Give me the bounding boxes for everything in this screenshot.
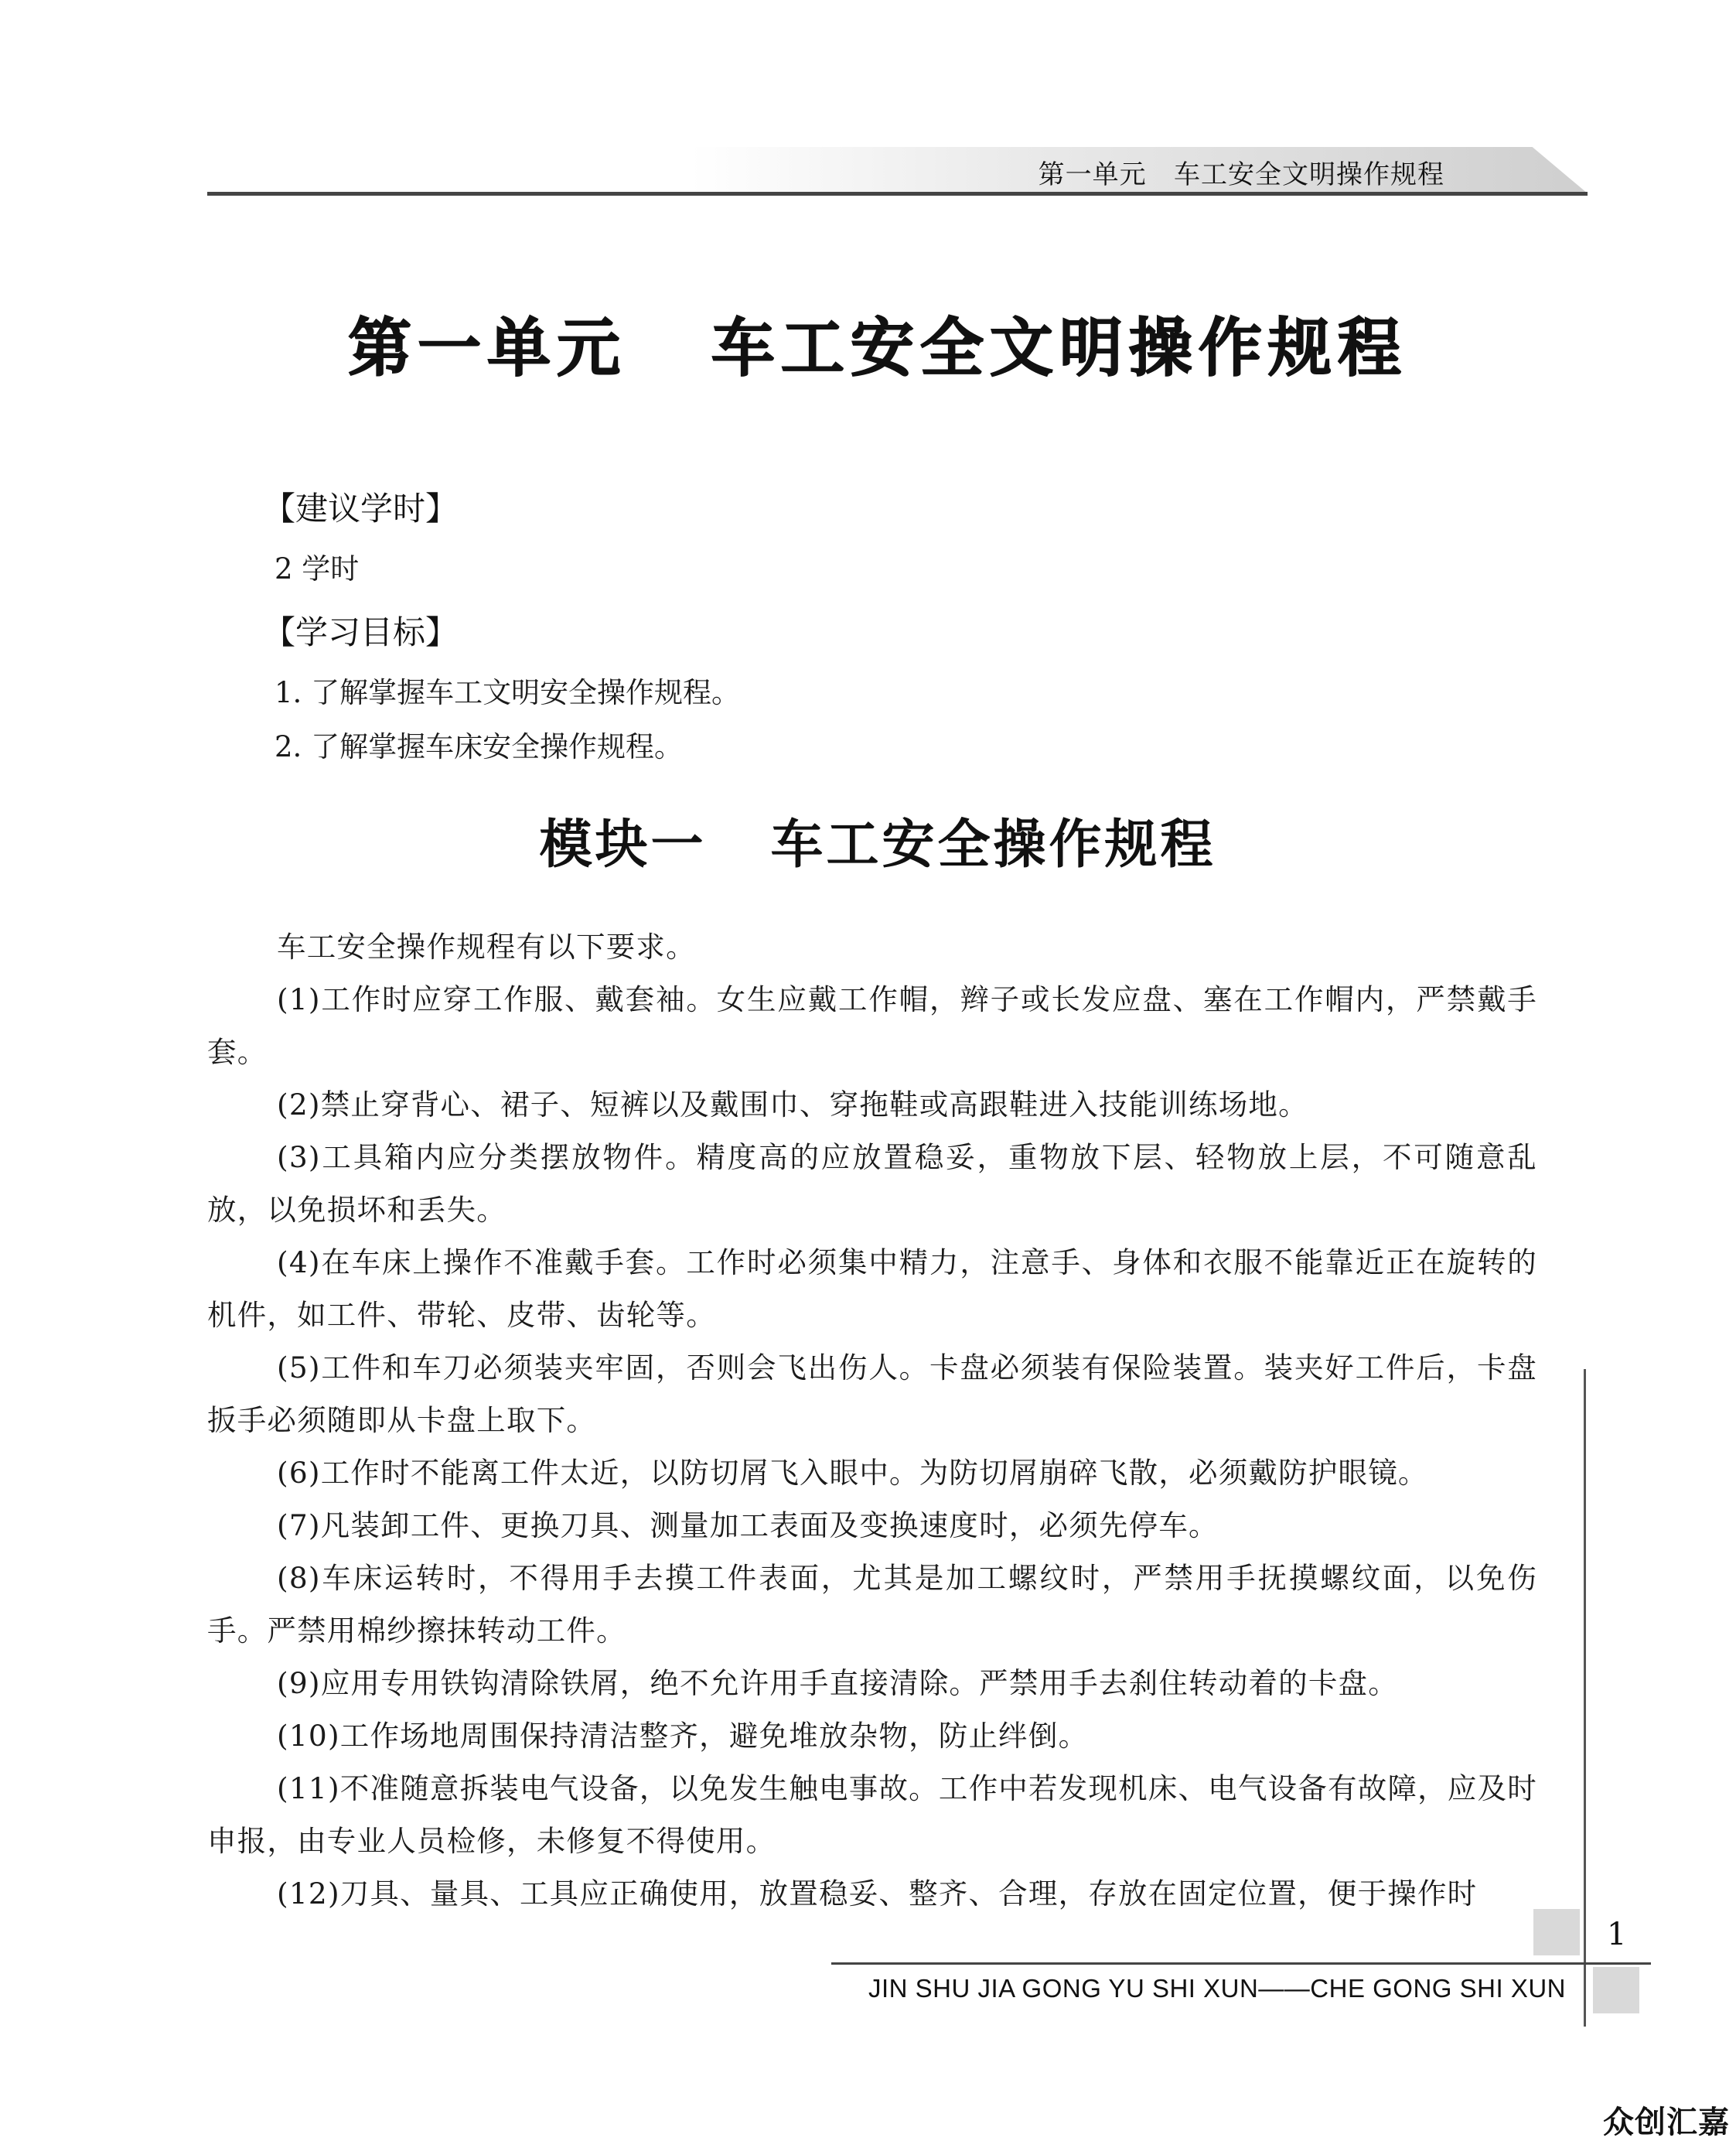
body-text — [207, 920, 1537, 1920]
rule-paragraph-4: (4)在车床上操作不准戴手套。工作时必须集中精力，注意手、身体和衣服不能靠近正在旋转的机件，如工件、带轮、皮带、齿轮等。 — [207, 1245, 1537, 1332]
rule-paragraph-2: (2)禁止穿背心、裙子、短裤以及戴围巾、穿拖鞋或高跟鞋进入技能训练场地。 — [277, 1088, 1308, 1122]
rule-paragraph-6: (6)工作时不能离工件太近，以防切屑飞入眼中。为防切屑崩碎飞散，必须戴防护眼镜。 — [277, 1456, 1428, 1490]
unit-title: 第一单元 车工安全文明操作规程 — [348, 312, 1407, 385]
watermark-logo: 众创汇嘉 — [1603, 2105, 1730, 2140]
rule-paragraph-5: (5)工件和车刀必须装夹牢固，否则会飞出伤人。卡盘必须装有保险装置。装夹好工件后，卡盘扳手必须随即从卡盘上取下。 — [207, 1351, 1537, 1437]
header-rule — [207, 192, 1588, 196]
margin-vertical-rule — [1584, 1369, 1586, 2027]
intro-paragraph: 车工安全操作规程有以下要求。 — [277, 930, 696, 964]
rule-paragraph-9: (9)应用专用铁钩清除铁屑，绝不允许用手直接清除。严禁用手去刹住转动着的卡盘。 — [277, 1666, 1398, 1700]
running-header — [207, 147, 1588, 193]
suggested-hours-value: 2 学时 — [275, 552, 360, 586]
objectives-heading: 【学习目标】 — [263, 613, 459, 651]
objective-item: 2. 了解掌握车床安全操作规程。 — [275, 730, 684, 763]
footer-book-title: JIN SHU JIA GONG YU SHI XUN——CHE GONG SHI XUN — [868, 1974, 1566, 2003]
rule-paragraph-11: (11)不准随意拆装电气设备，以免发生触电事故。工作中若发现机床、电气设备有故障，应及时申报，由专业人员检修，未修复不得使用。 — [207, 1771, 1537, 1858]
rule-paragraph-1: (1)工作时应穿工作服、戴套袖。女生应戴工作帽，辫子或长发应盘、塞在工作帽内，严禁戴手套。 — [207, 982, 1537, 1069]
objective-item: 1. 了解掌握车工文明安全操作规程。 — [275, 676, 741, 709]
footer-corner-box — [1593, 1967, 1639, 2013]
rule-paragraph-12: (12)刀具、量具、工具应正确使用，放置稳妥、整齐、合理，存放在固定位置，便于操作时 — [277, 1877, 1478, 1911]
page-number-box — [1533, 1909, 1580, 1955]
rule-paragraph-8: (8)车床运转时，不得用手去摸工件表面，尤其是加工螺纹时，严禁用手抚摸螺纹面，以免伤手。严禁用棉纱擦抹转动工件。 — [207, 1561, 1537, 1648]
suggested-hours-heading: 【建议学时】 — [263, 490, 459, 528]
rule-paragraph-3: (3)工具箱内应分类摆放物件。精度高的应放置稳妥，重物放下层、轻物放上层，不可随意乱放，以免损坏和丢失。 — [207, 1140, 1537, 1227]
page-number: 1 — [1607, 1917, 1627, 1952]
rule-paragraph-7: (7)凡装卸工件、更换刀具、测量加工表面及变换速度时，必须先停车。 — [277, 1508, 1219, 1542]
footer-rule — [831, 1962, 1651, 1965]
rule-paragraph-10: (10)工作场地周围保持清洁整齐，避免堆放杂物，防止绊倒。 — [277, 1719, 1089, 1753]
module-title: 模块一 车工安全操作规程 — [539, 814, 1216, 876]
running-header-title: 第一单元 车工安全文明操作规程 — [1038, 159, 1444, 190]
